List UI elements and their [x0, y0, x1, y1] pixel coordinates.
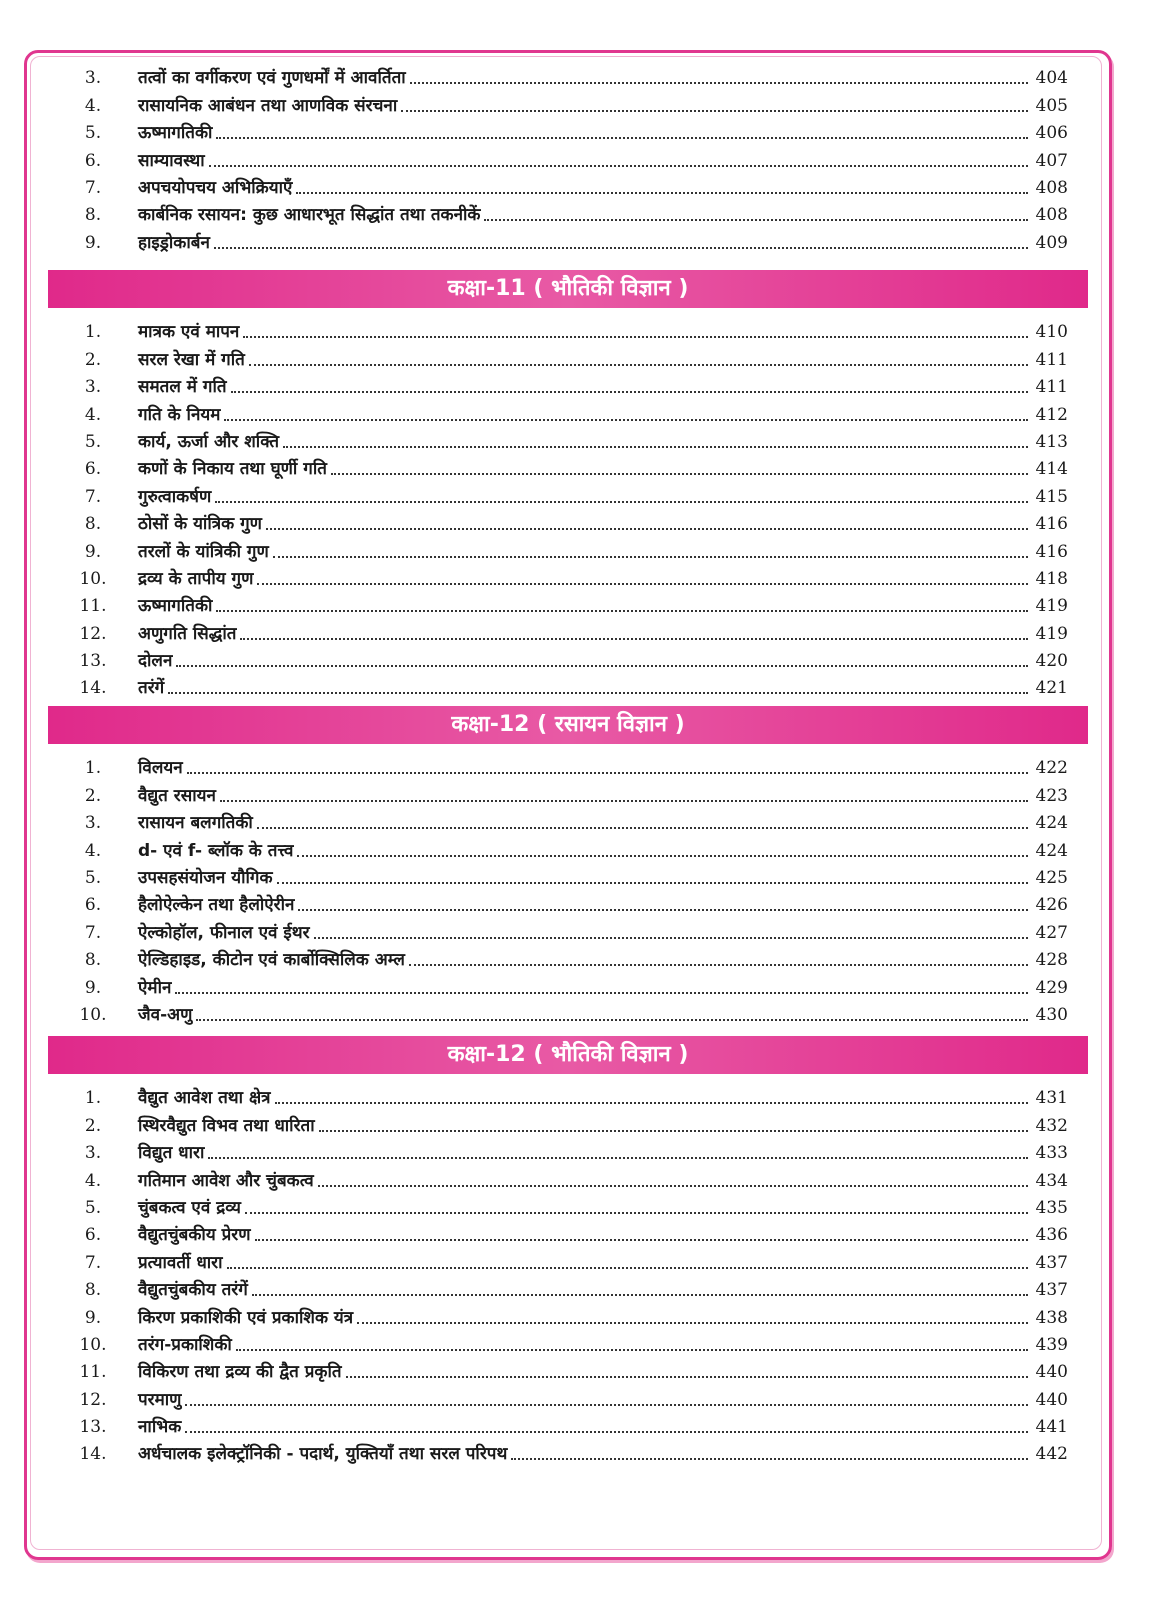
toc-section [48, 706, 1088, 1026]
chapter-title: गुरुत्वाकर्षण [138, 486, 212, 507]
toc-row [48, 117, 1088, 144]
dot-leader [297, 855, 1028, 857]
dot-leader [511, 1458, 1028, 1460]
page-number: 411 [1035, 349, 1068, 370]
chapter-number: 7. [84, 1252, 102, 1273]
toc-row [48, 807, 1088, 834]
chapter-number: 4. [84, 95, 102, 116]
page-number: 439 [1035, 1334, 1068, 1355]
toc-row [48, 944, 1088, 971]
toc-row [48, 590, 1088, 617]
dot-leader [401, 110, 1028, 112]
dot-leader [176, 665, 1028, 667]
dot-leader [410, 82, 1028, 84]
chapter-title: ठोसों के यांत्रिक गुण [138, 514, 262, 535]
chapter-number: 1. [84, 758, 102, 779]
page-number: 416 [1035, 514, 1068, 535]
toc-row [48, 199, 1088, 226]
page-number: 419 [1035, 623, 1068, 644]
page-number: 412 [1035, 404, 1068, 425]
dot-leader [245, 1212, 1028, 1214]
chapter-number: 7. [84, 486, 102, 507]
dot-leader [216, 610, 1028, 612]
chapter-title: समतल में गति [138, 377, 227, 398]
toc-row [48, 999, 1088, 1026]
toc-row [48, 563, 1088, 590]
chapter-number: 2. [84, 1115, 102, 1136]
page-number: 416 [1035, 541, 1068, 562]
chapter-title: वैद्युत आवेश तथा क्षेत्र [138, 1088, 271, 1109]
dot-leader [314, 937, 1028, 939]
chapter-title: वैद्युतचुंबकीय प्रेरण [138, 1225, 251, 1246]
chapter-title: प्रत्यावर्ती धारा [138, 1252, 223, 1273]
chapter-number: 9. [84, 232, 102, 253]
chapter-title: विकिरण तथा द्रव्य की द्वैत प्रकृति [138, 1362, 342, 1383]
chapter-title: तरंग-प्रकाशिकी [138, 1334, 232, 1355]
dot-leader [255, 1239, 1028, 1241]
toc-row [48, 672, 1088, 699]
toc-section [48, 1036, 1088, 1465]
dot-leader [283, 446, 1028, 448]
chapter-number: 11. [79, 1362, 107, 1383]
page-number: 433 [1035, 1143, 1068, 1164]
dot-leader [175, 992, 1028, 994]
dot-leader [277, 882, 1028, 884]
page-number: 424 [1035, 813, 1068, 834]
toc-row [48, 226, 1088, 253]
page-number: 404 [1035, 68, 1068, 89]
chapter-title: द्रव्य के तापीय गुण [138, 568, 254, 589]
chapter-number: 10. [79, 568, 107, 589]
dot-leader [187, 772, 1028, 774]
toc-section [48, 270, 1088, 699]
dot-leader [231, 391, 1028, 393]
chapter-title: विलयन [138, 758, 183, 779]
dot-leader [273, 556, 1028, 558]
chapter-title: तरलों के यांत्रिकी गुण [138, 541, 269, 562]
dot-leader [298, 909, 1028, 911]
page-number: 429 [1035, 977, 1068, 998]
chapter-title: कणों के निकाय तथा घूर्णी गति [138, 459, 327, 480]
toc-row [48, 862, 1088, 889]
chapter-title: ऊष्मागतिकी [138, 123, 213, 144]
toc-row [48, 1082, 1088, 1109]
toc-row [48, 480, 1088, 507]
chapter-title: जैव-अणु [138, 1004, 193, 1025]
chapter-title: अर्धचालक इलेक्ट्रॉनिकी - पदार्थ, युक्तियाँ तथा सरल परिपथ [138, 1444, 508, 1465]
page-number: 418 [1035, 568, 1068, 589]
chapter-number: 13. [79, 1417, 107, 1438]
page-number: 434 [1035, 1170, 1068, 1191]
page-number: 405 [1035, 95, 1068, 116]
chapter-number: 10. [79, 1004, 107, 1025]
chapter-number: 2. [84, 349, 102, 370]
toc-row [48, 834, 1088, 861]
dot-leader [266, 528, 1028, 530]
chapter-title: गति के नियम [138, 404, 221, 425]
chapter-title: ऐल्डिहाइड, कीटोन एवं कार्बोक्सिलिक अम्ल [138, 950, 405, 971]
page-number: 435 [1035, 1197, 1068, 1218]
chapter-number: 10. [79, 1334, 107, 1355]
dot-leader [196, 1019, 1028, 1021]
dot-leader [227, 1267, 1028, 1269]
toc-row [48, 535, 1088, 562]
section-header: कक्षा-12 ( भौतिकी विज्ञान ) [48, 1036, 1088, 1074]
chapter-number: 14. [79, 678, 107, 699]
chapter-number: 4. [84, 1170, 102, 1191]
toc-row [48, 316, 1088, 343]
dot-leader [209, 165, 1028, 167]
chapter-title: दोलन [138, 651, 173, 672]
page-number: 432 [1035, 1115, 1068, 1136]
dot-leader [224, 419, 1028, 421]
chapter-title: अपचयोपचय अभिक्रियाएँ [138, 177, 293, 198]
dot-leader [185, 1431, 1028, 1433]
chapter-title: रासायनिक आबंधन तथा आणविक संरचना [138, 95, 398, 116]
toc-row [48, 752, 1088, 779]
chapter-number: 5. [84, 867, 102, 888]
toc-row [48, 1137, 1088, 1164]
toc-row [48, 916, 1088, 943]
dot-leader [331, 473, 1028, 475]
toc-row [48, 1329, 1088, 1356]
toc-row [48, 1383, 1088, 1410]
section-header: कक्षा-11 ( भौतिकी विज्ञान ) [48, 270, 1088, 308]
page-number: 428 [1035, 950, 1068, 971]
page-number: 408 [1035, 177, 1068, 198]
page-number: 407 [1035, 150, 1068, 171]
dot-leader [168, 692, 1028, 694]
page-number: 442 [1035, 1444, 1068, 1465]
chapter-title: गतिमान आवेश और चुंबकत्व [138, 1170, 314, 1191]
toc-row [48, 508, 1088, 535]
section-header: कक्षा-12 ( रसायन विज्ञान ) [48, 706, 1088, 744]
dot-leader [249, 364, 1028, 366]
chapter-number: 8. [84, 514, 102, 535]
page-number: 409 [1035, 232, 1068, 253]
chapter-title: ऐमीन [138, 977, 172, 998]
toc-row [48, 645, 1088, 672]
page-number: 414 [1035, 459, 1068, 480]
chapter-title: विद्युत धारा [138, 1143, 205, 1164]
chapter-title: वैद्युत रसायन [138, 785, 216, 806]
page-number: 437 [1035, 1252, 1068, 1273]
page-number: 427 [1035, 922, 1068, 943]
toc-row [48, 617, 1088, 644]
chapter-title: वैद्युतचुंबकीय तरंगें [138, 1280, 248, 1301]
page-number: 437 [1035, 1280, 1068, 1301]
chapter-title: कार्य, ऊर्जा और शक्ति [138, 431, 280, 452]
toc-row [48, 1246, 1088, 1273]
toc-row [48, 144, 1088, 171]
chapter-title: स्थिरवैद्युत विभव तथा धारिता [138, 1115, 315, 1136]
toc-row [48, 1438, 1088, 1465]
toc-row [48, 1192, 1088, 1219]
dot-leader [220, 800, 1028, 802]
toc-row [48, 1109, 1088, 1136]
page-number: 438 [1035, 1307, 1068, 1328]
page-number: 441 [1035, 1417, 1068, 1438]
chapter-number: 12. [79, 623, 107, 644]
page-number: 419 [1035, 596, 1068, 617]
page-number: 411 [1035, 377, 1068, 398]
dot-leader [409, 964, 1028, 966]
page-number: 436 [1035, 1225, 1068, 1246]
chapter-number: 2. [84, 785, 102, 806]
chapter-number: 3. [84, 377, 102, 398]
chapter-number: 8. [84, 950, 102, 971]
toc-row [48, 971, 1088, 998]
chapter-number: 7. [84, 177, 102, 198]
dot-leader [484, 219, 1028, 221]
dot-leader [216, 137, 1028, 139]
chapter-number: 5. [84, 431, 102, 452]
toc-row [48, 779, 1088, 806]
toc-row [48, 398, 1088, 425]
toc-section [48, 62, 1088, 254]
chapter-number: 3. [84, 1143, 102, 1164]
toc-row [48, 1219, 1088, 1246]
chapter-number: 6. [84, 150, 102, 171]
toc-row [48, 1274, 1088, 1301]
chapter-number: 1. [84, 1088, 102, 1109]
toc-row [48, 889, 1088, 916]
chapter-number: 5. [84, 1197, 102, 1218]
page-number: 425 [1035, 867, 1068, 888]
chapter-title: उपसहसंयोजन यौगिक [138, 867, 273, 888]
page-number: 406 [1035, 123, 1068, 144]
chapter-number: 3. [84, 813, 102, 834]
dot-leader [275, 1102, 1028, 1104]
chapter-number: 13. [79, 651, 107, 672]
dot-leader [240, 638, 1028, 640]
toc-row [48, 371, 1088, 398]
page-number: 440 [1035, 1362, 1068, 1383]
chapter-title: रासायन बलगतिकी [138, 813, 253, 834]
chapter-number: 4. [84, 404, 102, 425]
page-number: 431 [1035, 1088, 1068, 1109]
chapter-number: 9. [84, 541, 102, 562]
toc-row [48, 1301, 1088, 1328]
toc-row [48, 453, 1088, 480]
toc-row [48, 1356, 1088, 1383]
chapter-number: 5. [84, 123, 102, 144]
page-number: 421 [1035, 678, 1068, 699]
page-number: 440 [1035, 1389, 1068, 1410]
chapter-title: हैलोऐल्केन तथा हैलोऐरीन [138, 895, 295, 916]
dot-leader [243, 336, 1028, 338]
toc-row [48, 172, 1088, 199]
page-number: 413 [1035, 431, 1068, 452]
dot-leader [236, 1349, 1028, 1351]
page-number: 430 [1035, 1004, 1068, 1025]
dot-leader [357, 1322, 1028, 1324]
dot-leader [346, 1376, 1028, 1378]
chapter-title: सरल रेखा में गति [138, 349, 245, 370]
chapter-title: साम्यावस्था [138, 150, 205, 171]
chapter-number: 6. [84, 1225, 102, 1246]
chapter-title: हाइड्रोकार्बन [138, 232, 210, 253]
chapter-number: 1. [84, 322, 102, 343]
chapter-number: 9. [84, 1307, 102, 1328]
chapter-title: ऐल्कोहॉल, फीनाल एवं ईथर [138, 922, 310, 943]
toc-row [48, 62, 1088, 89]
chapter-number: 6. [84, 895, 102, 916]
toc-row [48, 1411, 1088, 1438]
dot-leader [296, 192, 1028, 194]
page-number: 415 [1035, 486, 1068, 507]
dot-leader [252, 1294, 1028, 1296]
dot-leader [257, 827, 1028, 829]
page-number: 424 [1035, 840, 1068, 861]
chapter-title: मात्रक एवं मापन [138, 322, 240, 343]
chapter-number: 14. [79, 1444, 107, 1465]
dot-leader [257, 583, 1028, 585]
page-number: 422 [1035, 758, 1068, 779]
page-number: 423 [1035, 785, 1068, 806]
chapter-number: 8. [84, 205, 102, 226]
chapter-title: d- एवं f- ब्लॉक के तत्त्व [138, 840, 294, 861]
dot-leader [208, 1157, 1028, 1159]
chapter-title: तत्वों का वर्गीकरण एवं गुणधर्मों में आवर्तिता [138, 68, 406, 89]
chapter-title: अणुगति सिद्धांत [138, 623, 237, 644]
dot-leader [185, 1404, 1028, 1406]
toc-row [48, 343, 1088, 370]
page-number: 410 [1035, 322, 1068, 343]
chapter-title: तरंगें [138, 678, 165, 699]
chapter-number: 8. [84, 1280, 102, 1301]
chapter-number: 7. [84, 922, 102, 943]
chapter-title: कार्बनिक रसायन: कुछ आधारभूत सिद्धांत तथा तकनीकें [138, 205, 481, 226]
chapter-title: किरण प्रकाशिकी एवं प्रकाशिक यंत्र [138, 1307, 354, 1328]
toc-row [48, 89, 1088, 116]
chapter-number: 4. [84, 840, 102, 861]
chapter-number: 11. [79, 596, 107, 617]
page-number: 420 [1035, 651, 1068, 672]
toc-row [48, 426, 1088, 453]
dot-leader [318, 1185, 1028, 1187]
page-number: 408 [1035, 205, 1068, 226]
chapter-number: 3. [84, 68, 102, 89]
dot-leader [215, 501, 1028, 503]
chapter-title: ऊष्मागतिकी [138, 596, 213, 617]
chapter-title: चुंबकत्व एवं द्रव्य [138, 1197, 241, 1218]
dot-leader [319, 1130, 1028, 1132]
chapter-title: परमाणु [138, 1389, 182, 1410]
chapter-number: 12. [79, 1389, 107, 1410]
page-number: 426 [1035, 895, 1068, 916]
toc-row [48, 1164, 1088, 1191]
dot-leader [214, 247, 1028, 249]
chapter-number: 9. [84, 977, 102, 998]
chapter-number: 6. [84, 459, 102, 480]
chapter-title: नाभिक [138, 1417, 182, 1438]
